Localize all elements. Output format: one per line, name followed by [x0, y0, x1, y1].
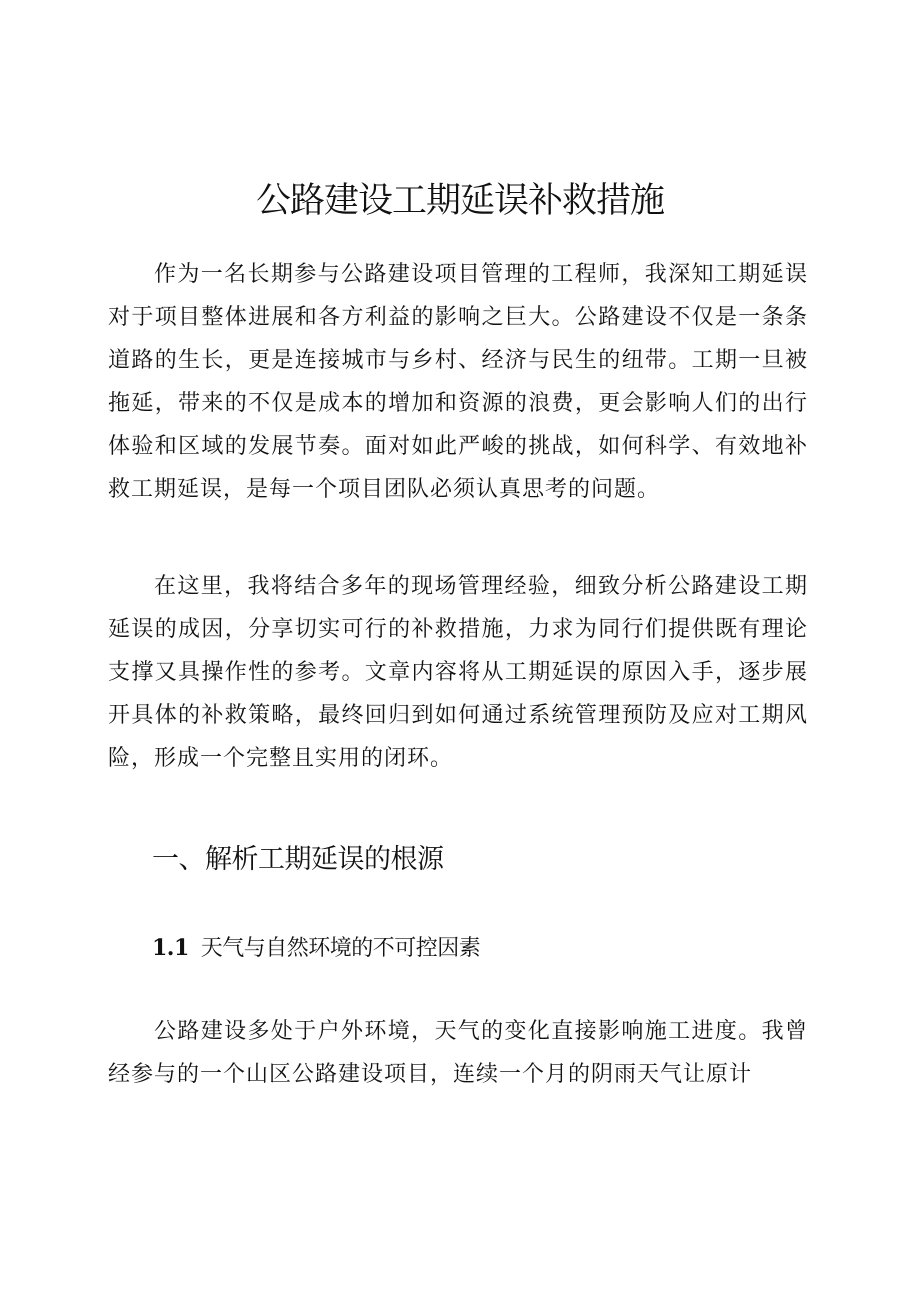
- section-heading: 一、解析工期延误的根源: [152, 844, 444, 875]
- subsection-title: 天气与自然环境的不可控因素: [200, 936, 481, 961]
- document-title: 公路建设工期延误补救措施: [255, 181, 664, 221]
- intro-paragraph-2: 在这里，我将结合多年的现场管理经验，细致分析公路建设工期延误的成因，分享切实可行的补救措施，力求为同行们提供既有理论支撑又具操作性的参考。文章内容将从工期延误的原因入手，逐步展开具体的补救策略，最终回归到如何通过系统管理预防及应对工期风险，形成一个完整且实用的闭环。: [108, 574, 808, 771]
- subsection-heading: [152, 930, 480, 967]
- subsection-number: 1.1: [152, 935, 189, 961]
- intro-paragraph-1: 作为一名长期参与公路建设项目管理的工程师，我深知工期延误对于项目整体进展和各方利益的影响之巨大。公路建设不仅是一条条道路的生长，更是连接城市与乡村、经济与民生的纽带。工期一旦被拖延，带来的不仅是成本的增加和资源的浪费，更会影响人们的出行体验和区域的发展节奏。面对如此严峻的挑战，如何科学、有效地补救工期延误，是每一个项目团队必须认真思考的问题。: [108, 262, 808, 502]
- section-paragraph: 公路建设多处于户外环境，天气的变化直接影响施工进度。我曾经参与的一个山区公路建设项目，连续一个月的阴雨天气让原计: [108, 1019, 808, 1087]
